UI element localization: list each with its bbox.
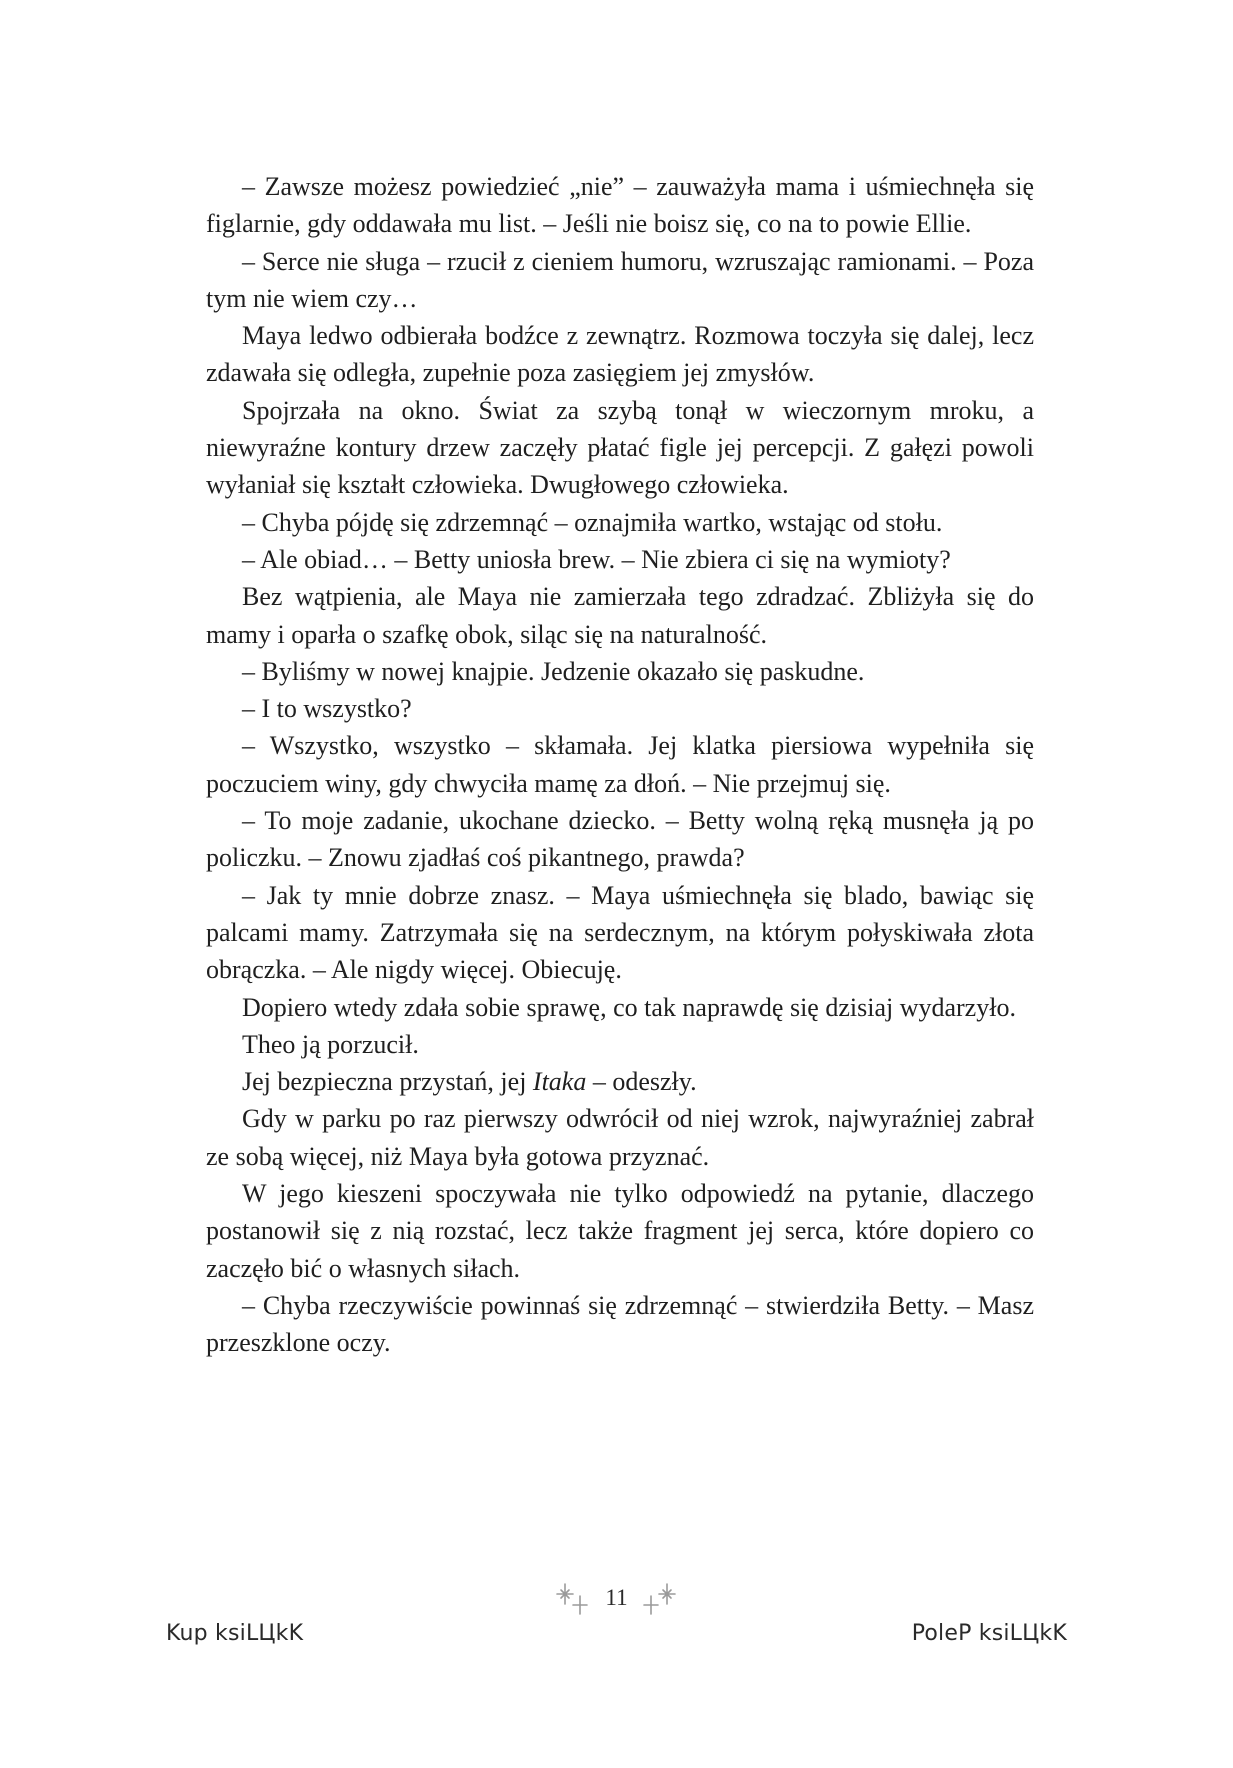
- itaka-italic: Itaka: [532, 1067, 587, 1097]
- paragraph: Maya ledwo odbierała bodźce z zewnątrz. Rozmowa toczyła się dalej, lecz zdawała się odległa, zupełnie poza zasięgiem jej zmysłów.: [206, 321, 1034, 388]
- paragraph: – Zawsze możesz powiedzieć „nie” – zauważyła mama i uśmiechnęła się figlarnie, gdy oddawała mu list. – Jeśli nie boisz się, co na to powie Ellie.: [206, 172, 1034, 239]
- paragraph-itaka: [206, 1063, 1034, 1100]
- sparkle-ornament-icon: [636, 1578, 680, 1618]
- body-text: [206, 168, 1034, 1362]
- page-number: 11: [605, 1585, 628, 1610]
- paragraph: – I to wszystko?: [242, 694, 412, 724]
- itaka-after: – odeszły.: [586, 1067, 697, 1097]
- paragraph: Dopiero wtedy zdała sobie sprawę, co tak naprawdę się dzisiaj wydarzyło.: [242, 992, 1016, 1022]
- paragraph: Theo ją porzucił.: [242, 1029, 419, 1059]
- paragraph: W jego kieszeni spoczywała nie tylko odpowiedź na pytanie, dlaczego postanowił się z nią rozstać, lecz także fragment jej serca, które dopiero co zaczęło bić o własnych siłach.: [206, 1179, 1034, 1283]
- footer-buy-link[interactable]: Kup ksiLЦkK: [166, 1621, 304, 1646]
- paragraph: Gdy w parku po raz pierwszy odwrócił od niej wzrok, najwyraźniej zabrał ze sobą więcej, niż Maya była gotowa przyznać.: [206, 1104, 1034, 1171]
- paragraph: – Jak ty mnie dobrze znasz. – Maya uśmiechnęła się blado, bawiąc się palcami mamy. Zatrzymała się na serdecznym, na którym połyskiwała złota obrączka. – Ale nigdy więcej. Obiecuję.: [206, 880, 1034, 985]
- paragraph: – Serce nie sługa – rzucił z cieniem humoru, wzruszając ramionami. – Poza tym nie wiem czy…: [206, 246, 1034, 313]
- sparkle-ornament-icon: [553, 1578, 597, 1618]
- paragraph: – Byliśmy w nowej knajpie. Jedzenie okazało się paskudne.: [242, 656, 865, 686]
- footer-recommend-link[interactable]: PoleP ksiLЦkK: [911, 1621, 1067, 1646]
- paragraph: – To moje zadanie, ukochane dziecko. – Betty wolną ręką musnęła ją po policzku. – Znowu zjadłaś coś pikantnego, prawda?: [206, 806, 1034, 873]
- page-number-area: [0, 1578, 1233, 1618]
- paragraph: – Wszystko, wszystko – skłamała. Jej klatka piersiowa wypełniła się poczuciem winy, gdy chwyciła mamę za dłoń. – Nie przejmuj się.: [206, 731, 1034, 798]
- paragraph: Spojrzała na okno. Świat za szybą tonął w wieczornym mroku, a niewyraźne kontury drzew zaczęły płatać figle jej percepcji. Z gałęzi powoli wyłaniał się kształt człowieka. Dwugłowego człowieka.: [206, 395, 1034, 500]
- itaka-before: Jej bezpieczna przystań, jej: [242, 1067, 533, 1097]
- paragraph: – Ale obiad… – Betty uniosła brew. – Nie zbiera ci się na wymioty?: [242, 544, 951, 574]
- paragraph: Bez wątpienia, ale Maya nie zamierzała tego zdradzać. Zbliżyła się do mamy i oparła o szafkę obok, siląc się na naturalność.: [206, 582, 1034, 649]
- paragraph: – Chyba rzeczywiście powinnaś się zdrzemnąć – stwierdziła Betty. – Masz przeszklone oczy.: [206, 1290, 1034, 1358]
- paragraph: – Chyba pójdę się zdrzemnąć – oznajmiła wartko, wstając od stołu.: [242, 507, 943, 537]
